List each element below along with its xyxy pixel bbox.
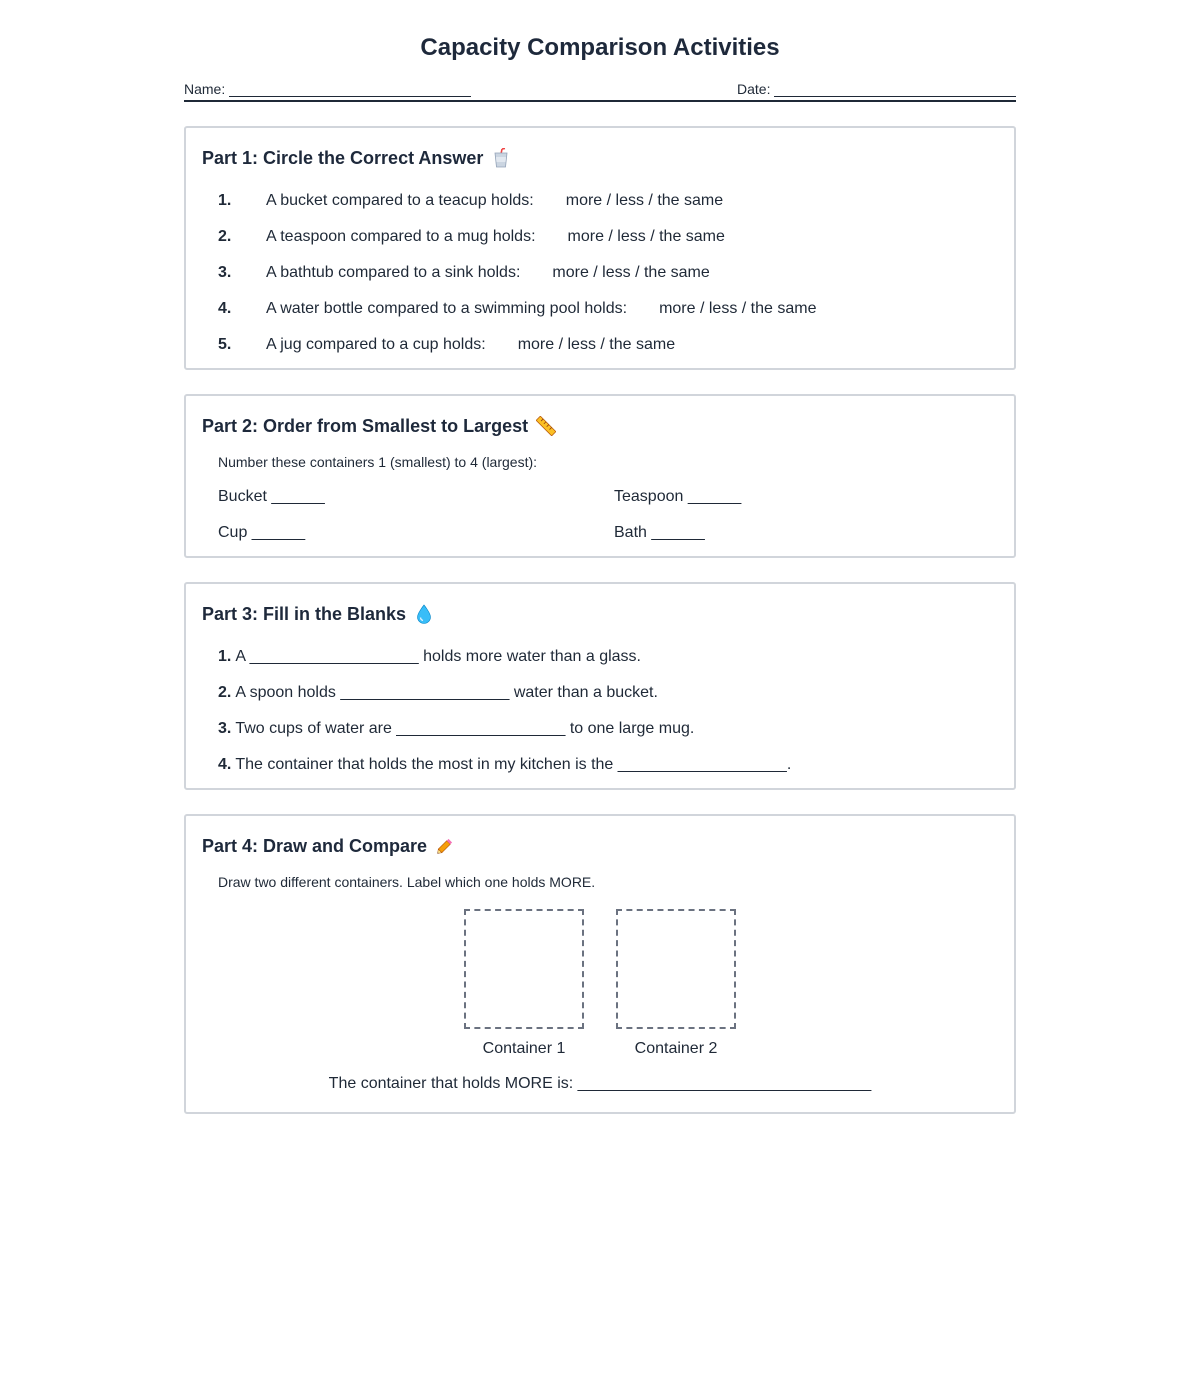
worksheet-page — [184, 0, 1016, 1114]
part4-instruction: Draw two different containers. Label which one holds MORE. — [218, 874, 596, 890]
part2-section — [184, 394, 1016, 558]
worksheet-title: Capacity Comparison Activities — [420, 34, 780, 61]
container-2-drawing-box[interactable] — [616, 909, 736, 1029]
part3-heading-text: Part 3: Fill in the Blanks — [202, 604, 407, 624]
part4-section — [184, 814, 1016, 1114]
answer-options[interactable]: more / less / the same — [565, 192, 724, 209]
fill-blank-row[interactable] — [218, 675, 998, 711]
date-line[interactable] — [774, 80, 1016, 97]
answer-options[interactable]: more / less / the same — [552, 264, 710, 281]
container-2-column — [616, 909, 736, 1059]
order-item-bucket[interactable]: Bucket ______ — [218, 488, 325, 505]
part3-section — [184, 582, 1016, 790]
part1-question-list — [202, 183, 998, 363]
name-line[interactable] — [229, 80, 471, 97]
question-number: 3. — [218, 264, 232, 281]
item-number: 3. — [218, 720, 232, 737]
question-text: A teaspoon compared to a mug holds: — [266, 228, 536, 245]
question-row — [218, 183, 998, 219]
order-item-bath[interactable]: Bath ______ — [614, 524, 705, 541]
order-grid — [202, 479, 998, 551]
question-text: A jug compared to a cup holds: — [266, 336, 486, 353]
question-number: 4. — [218, 300, 232, 317]
water-drop-icon — [414, 604, 434, 624]
question-number: 1. — [218, 192, 232, 209]
part1-section — [184, 126, 1016, 370]
name-label: Name: — [184, 81, 226, 97]
part4-heading-text: Part 4: Draw and Compare — [202, 836, 428, 856]
answer-options[interactable]: more / less / the same — [659, 300, 817, 317]
pencil-icon — [435, 836, 455, 856]
fill-blank-text: A spoon holds ___________________ water than a bucket. — [235, 684, 658, 701]
cup-with-straw-icon — [491, 148, 511, 168]
part1-heading-text: Part 1: Circle the Correct Answer — [202, 148, 484, 168]
drawing-area — [202, 909, 998, 1059]
question-text: A bucket compared to a teacup holds: — [266, 192, 534, 209]
item-number: 4. — [218, 756, 232, 773]
question-number: 2. — [218, 228, 232, 245]
part3-heading — [202, 601, 998, 627]
fill-blank-row[interactable] — [218, 711, 998, 747]
part4-heading — [202, 833, 998, 859]
order-item-cup[interactable]: Cup ______ — [218, 524, 306, 541]
answer-options[interactable]: more / less / the same — [517, 336, 676, 353]
answer-options[interactable]: more / less / the same — [567, 228, 725, 245]
item-number: 1. — [218, 648, 232, 665]
order-item-teaspoon[interactable]: Teaspoon ______ — [614, 488, 742, 505]
fill-blank-text: The container that holds the most in my kitchen is the ___________________. — [235, 756, 792, 773]
fill-blank-row[interactable] — [218, 639, 998, 675]
question-row — [218, 291, 998, 327]
container-1-label: Container 1 — [482, 1040, 566, 1057]
question-row — [218, 327, 998, 363]
part3-list — [202, 639, 998, 783]
part2-heading-text: Part 2: Order from Smallest to Largest — [202, 416, 529, 436]
header-divider — [184, 100, 1016, 102]
fill-blank-text: Two cups of water are ___________________ to one large mug. — [235, 720, 695, 737]
name-date-row — [184, 75, 1016, 99]
part1-heading — [202, 145, 998, 171]
part2-heading — [202, 413, 998, 439]
item-number: 2. — [218, 684, 232, 701]
part2-instruction: Number these containers 1 (smallest) to 4 (largest): — [218, 454, 538, 470]
question-row — [218, 255, 998, 291]
question-row — [218, 219, 998, 255]
ruler-icon — [536, 416, 556, 436]
container-1-column — [464, 909, 584, 1059]
container-2-label: Container 2 — [634, 1040, 718, 1057]
question-number: 5. — [218, 336, 232, 353]
container-1-drawing-box[interactable] — [464, 909, 584, 1029]
date-field[interactable] — [737, 75, 1016, 97]
fill-blank-text: A ___________________ holds more water than a glass. — [235, 648, 641, 665]
conclusion-line[interactable]: The container that holds MORE is: _________________________________ — [328, 1075, 872, 1092]
question-text: A water bottle compared to a swimming pool holds: — [266, 300, 628, 317]
name-field[interactable] — [184, 75, 471, 97]
question-text: A bathtub compared to a sink holds: — [266, 264, 521, 281]
date-label: Date: — [737, 81, 771, 97]
fill-blank-row[interactable] — [218, 747, 998, 783]
